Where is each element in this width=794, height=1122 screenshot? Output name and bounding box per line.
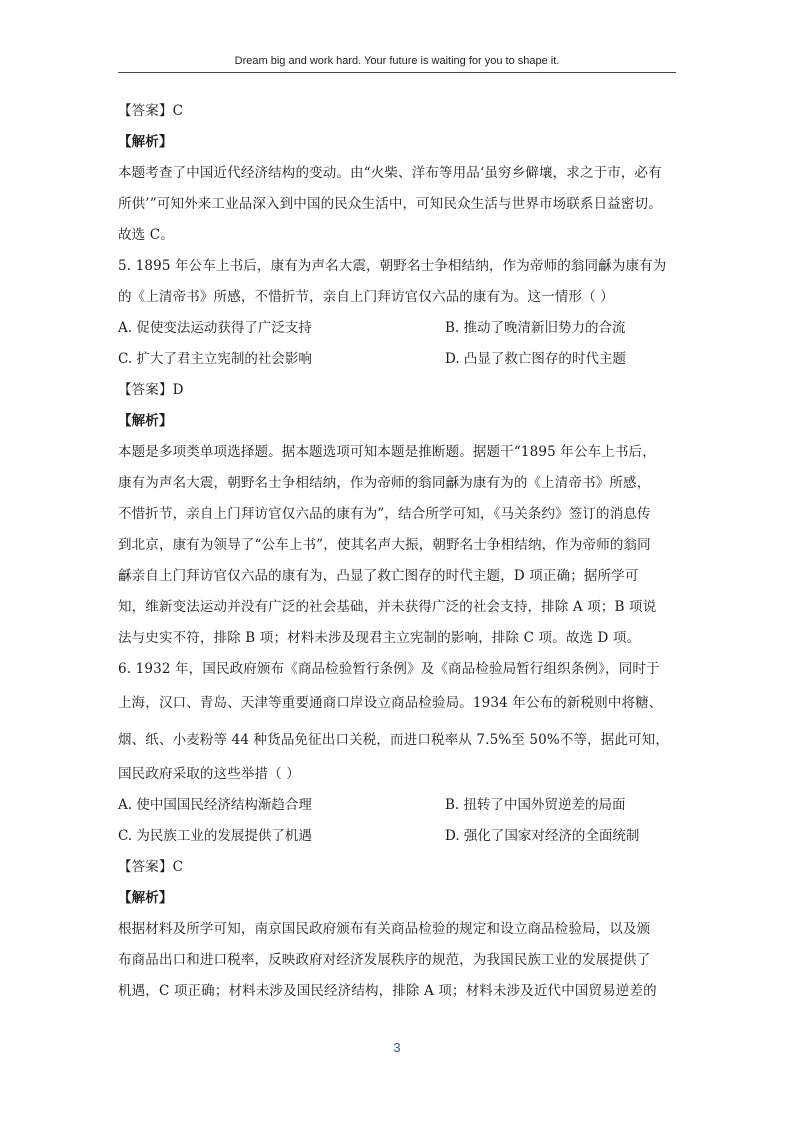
q4-analysis-label: 【解析】 [118,134,173,150]
q5-analysis-line: 知，维新变法运动并没有广泛的社会基础，并未获得广泛的社会支持，排除 A 项；B 项说 [118,599,657,615]
q6-option-d: D. 强化了国家对经济的全面统制 [445,828,640,844]
q5-analysis-line: 到北京，康有为领导了“公车上书”，使其名声大振，朝野名士争相结纳，作为帝师的翁同 [118,537,651,553]
q5-option-b: B. 推动了晚清新旧势力的合流 [445,320,626,336]
q6-stem-line: 6. 1932 年，国民政府颁布《商品检验暂行条例》及《商品检验局暂行组织条例》，同时于 [118,661,660,677]
q5-option-c: C. 扩大了君主立宪制的社会影响 [118,351,312,367]
header-motto: Dream big and work hard. Your future is waiting for you to shape it. [234,55,560,67]
q6-analysis-line: 布商品出口和进口税率，反映政府对经济发展秩序的规范，为我国民族工业的发展提供了 [118,952,651,968]
q6-option-a: A. 使中国国民经济结构渐趋合理 [118,797,312,813]
q6-stem-line: 上海，汉口、青岛、天津等重要通商口岸设立商品检验局。1934 年公布的新税则中将糖、 [118,695,663,711]
q6-option-c: C. 为民族工业的发展提供了机遇 [118,828,312,844]
q6-stem-line: 国民政府采取的这些举措（ ） [118,766,300,782]
q4-analysis-line: 所供’”可知外来工业品深入到中国的民众生活中，可知民众生活与世界市场联系日益密切。 [118,196,662,212]
q6-option-b: B. 扭转了中国外贸逆差的局面 [445,797,626,813]
header-rule [118,72,676,73]
page-number: 3 [393,1040,401,1055]
q5-option-d: D. 凸显了救亡图存的时代主题 [445,351,626,367]
q6-analysis-line: 机遇，C 项正确；材料未涉及国民经济结构，排除 A 项；材料未涉及近代中国贸易逆差的 [118,983,657,999]
page-content [118,96,678,1007]
q5-stem-line: 5. 1895 年公车上书后，康有为声名大震，朝野名士争相结纳，作为帝师的翁同龢为康有为 [118,258,667,274]
q5-analysis-line: 康有为声名大震，朝野名士争相结纳，作为帝师的翁同龢为康有为的《上清帝书》所感， [118,475,651,491]
q6-options-row-2 [118,821,678,852]
q5-analysis-line: 龢亲自上门拜访官仅六品的康有为，凸显了救亡图存的时代主题，D 项正确；据所学可 [118,568,639,584]
q5-analysis-line: 法与史实不符，排除 B 项；材料未涉及现君主立宪制的影响，排除 C 项。故选 D 项。 [118,630,641,646]
q5-answer: 【答案】D [118,382,184,398]
q5-options-row-1 [118,313,678,344]
q4-analysis-line: 故选 C。 [118,227,174,243]
q6-analysis-line: 根据材料及所学可知，南京国民政府颁布有关商品检验的规定和设立商品检验局，以及颁 [118,921,651,937]
q5-analysis-label: 【解析】 [118,413,173,429]
q5-analysis-line: 本题是多项类单项选择题。据本题选项可知本题是推断题。据题干“1895 年公车上书后， [118,444,656,460]
q4-analysis-line: 本题考查了中国近代经济结构的变动。由“火柴、洋布等用品‘虽穷乡僻壤，求之于市，必有 [118,165,662,181]
q6-answer: 【答案】C [118,859,184,875]
q5-option-a: A. 促使变法运动获得了广泛支持 [118,320,312,336]
q5-options-row-2 [118,344,678,375]
q6-options-row-1 [118,790,678,821]
q6-stem-line: 烟、纸、小麦粉等 44 种货品免征出口关税，而进口税率从 7.5%至 50%不等，据此可知， [118,732,670,748]
q5-analysis-line: 不惜折节，亲自上门拜访官仅六品的康有为”，结合所学可知，《马关条约》签订的消息传 [118,506,651,522]
q6-analysis-label: 【解析】 [118,890,173,906]
q4-answer: 【答案】C [118,103,184,119]
q5-stem-line: 的《上清帝书》所感，不惜折节，亲自上门拜访官仅六品的康有为。这一情形（ ） [118,289,614,305]
